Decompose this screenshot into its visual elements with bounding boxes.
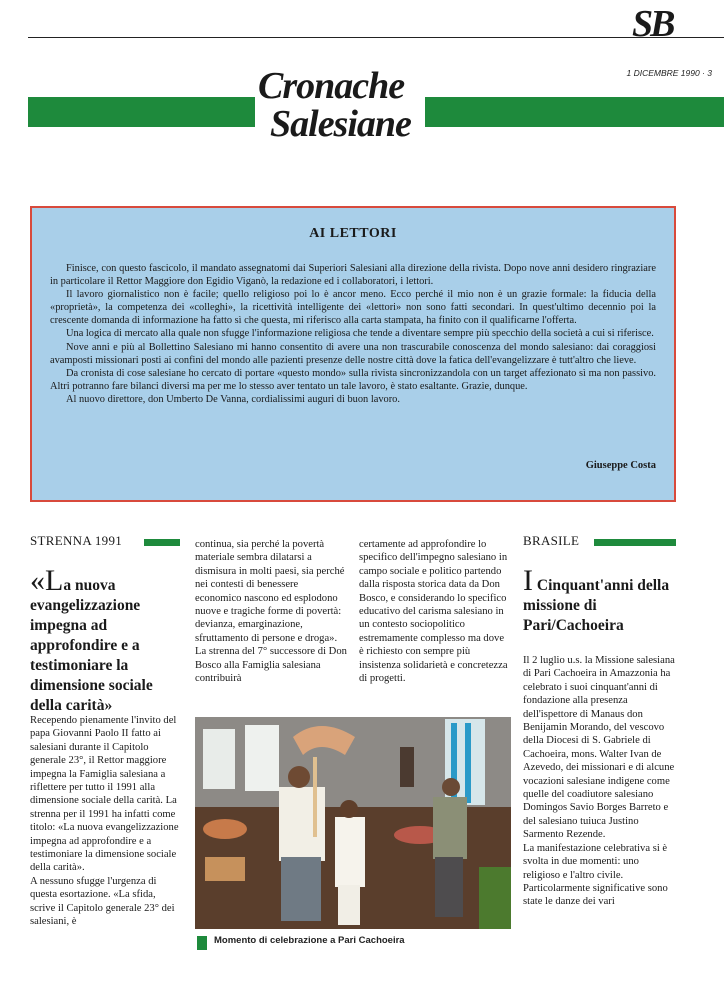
notice-paragraph: Finisce, con questo fascicolo, il mandato assegnatomi dai Superiori Salesiani alla direzione della rivista. Dopo nove anni desidero ringraziare in particolare il Rettor Maggiore don Egidio Viganò, la redazione ed i collaboratori, i lettori. [50, 263, 656, 288]
photo-caption: Momento di celebrazione a Pari Cachoeira [214, 935, 405, 946]
issue-date-page: 1 DICEMBRE 1990 · 3 [626, 68, 712, 78]
brasile-para2: La manifestazione celebrativa si è svolta in due momenti: uno religioso e l'altro civile. [523, 842, 668, 881]
strenna-column-3 [359, 538, 511, 685]
brasile-section-bar [594, 539, 676, 546]
strenna-headline [30, 564, 182, 716]
masthead-title-line1: Cronache [258, 65, 405, 107]
strenna-headline-text: a nuova evangelizzazione impegna ad approfondire e a testimoniare la dimensione sociale della carità» [30, 577, 153, 714]
brasile-para: Il 2 luglio u.s. la Missione salesiana di Pari Cachoeira in Amazzonia ha celebrato i suoi cinquant'anni di fondazione alla presenza dell'ispettore di Manaus don Benijamin Morando, del vescovo della Diocesi di S. Gabriele di Cachoeira, mons. Walter Ivan de Azevedo, dei missionari e di alcune vocazioni salesiane indigene come quelle del coadiutore salesiano Domingos Savio Borges Barreto e del salesiano tuiuca Justino Sarmento Rezende. [523, 655, 675, 841]
notice-paragraph: Il lavoro giornalistico non è facile; quello religioso poi lo è ancor meno. Ecco perché il mio non è un grazie formale: la fiducia della «proprietà», la competenza dei «colleghi», la ricettività intelligente dei «lettori» non sono fatti secondari. In quest'ultimo decennio poi la crescente domanda di informazione ha fatto sì che questa, mi riferisco alla carta stampata, ha finito con il qualificarne l'offerta. [50, 289, 656, 327]
notice-paragraph: Da cronista di cose salesiane ho cercato di portare «questo mondo» sulla rivista sincronizzandola con un target affezionato sì ma non passivo. Altri potranno fare bilanci diversi ma per me lo stesso aver tentato un tale lavoro, è stato esaltante. Grazie, dunque. [50, 367, 656, 392]
brasile-section-label: BRASILE [523, 533, 580, 548]
strenna-col1-para: Recependo pienamente l'invito del papa Giovanni Paolo II fatto ai salesiani durante il Capitolo generale 23°, il Rettor maggiore impegna la Famiglia salesiana a riflettere per tutto il 1991 alla dimensione sociale della carità. La strenna per il 1991 ha infatti come titolo: «La nuova evangelizzazione impegna ad approfondire e a testimoniare la dimensione sociale della carità». [30, 715, 179, 874]
caption-marker [197, 936, 207, 950]
notice-paragraph: Nove anni e più al Bollettino Salesiano mi hanno consentito di avere una non trascurabile conoscenza del mondo salesiano: dai coraggiosi avamposti missionari posti ai confini del mondo alle pazienti presenze delle nostre città dove la fatica dell'evangelizzare è tutt'altro che lieve. [50, 341, 656, 366]
brasile-headline [523, 564, 683, 636]
brasile-headline-text: Cinquant'anni della missione di Pari/Cachoeira [523, 577, 670, 634]
strenna-column-1 [30, 714, 182, 929]
brasile-para3: Particolarmente significative sono state le danze dei vari [523, 882, 668, 908]
notice-paragraph: Al nuovo direttore, don Umberto De Vanna, cordialissimi auguri di buon lavoro. [66, 393, 400, 405]
notice-paragraph: Una logica di mercato alla quale non sfugge l'informazione religiosa che tende a diventare sempre più specchio della società a cui si riferisce. [66, 328, 654, 340]
header-rule [28, 37, 724, 38]
celebration-photo [195, 717, 511, 929]
strenna-section-label: STRENNA 1991 [30, 533, 123, 548]
strenna-col1-para2: A nessuno sfugge l'urgenza di questa esortazione. «La sfida, scrive il Capitolo generale 23° dei salesiani, è [30, 875, 175, 928]
notice-title: AI LETTORI [309, 226, 397, 241]
strenna-column-2 [195, 538, 347, 685]
brasile-column [523, 654, 678, 909]
notice-body [50, 262, 656, 406]
strenna-col2-para: continua, sia perché la povertà materiale sembra dilatarsi a dismisura in molti paesi, sia perché nei contesti di benessere economico nascono ed esplodono nuove e tragiche forme di povertà: devianza, emarginazione, sfruttamento di persone e droga». [195, 539, 345, 644]
strenna-col2-para2: La strenna del 7° successore di Don Bosco alla Famiglia salesiana contribuirà [195, 646, 347, 685]
sb-logo: SB [632, 3, 673, 45]
masthead-title-line2: Salesiane [270, 103, 411, 145]
strenna-dropcap: «L [30, 564, 64, 597]
celebration-photo-image [195, 717, 511, 929]
strenna-col3-para: certamente ad approfondire lo specifico dell'impegno salesiano in campo sociale e politico partendo dalla risposta storica data da Don Bosco, e considerando lo specifico educativo del carisma salesiano in un contesto sociopolitico estremamente complesso ma dove è richiesto con sempre più insistenza solidarietà e concretezza di progetti. [359, 539, 508, 685]
strenna-section-bar [144, 539, 180, 546]
brasile-dropcap: I [523, 564, 533, 597]
notice-signature: Giuseppe Costa [585, 460, 656, 471]
